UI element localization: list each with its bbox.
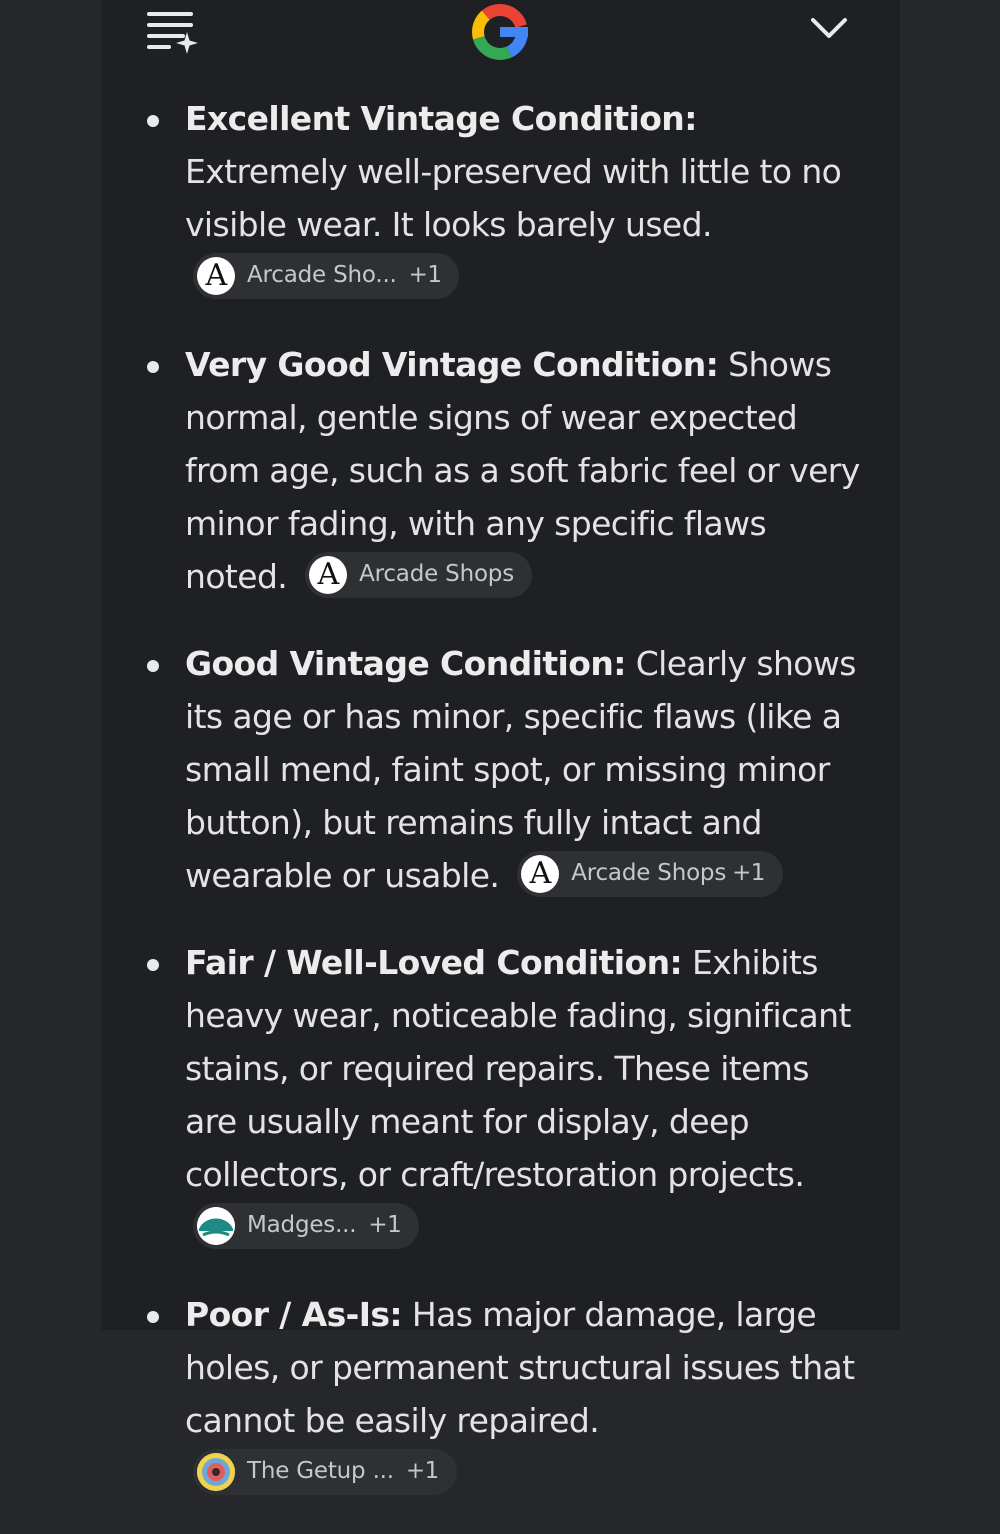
letter-a-icon: A [197, 257, 235, 295]
the-getup-logo-icon [197, 1453, 235, 1491]
top-bar [101, 0, 900, 70]
item-body: Extremely well-preserved with little to no visible wear. It looks barely used. [185, 152, 842, 244]
item-body: Exhibits heavy wear, noticeable fading, significant stains, or required repairs. These items are usually meant for display, deep collectors, or craft/restoration projects. [185, 943, 851, 1194]
madges-logo-icon [197, 1207, 235, 1245]
list-item [101, 637, 900, 902]
source-extra-count: +1 [732, 860, 765, 886]
google-g-logo [467, 0, 533, 64]
menu-button[interactable] [145, 10, 199, 56]
item-heading: Poor / As-Is: [185, 1295, 403, 1334]
source-label: The Getup ... [247, 1458, 394, 1484]
source-chip[interactable] [305, 552, 532, 598]
item-body: Clearly shows its age or has minor, specific flaws (like a small mend, faint spot, or missing minor button), but remains fully intact and wearable or usable. [185, 644, 856, 895]
collapse-button[interactable] [807, 12, 851, 46]
bullet [147, 361, 159, 373]
list-item [101, 1288, 900, 1500]
condition-list [101, 92, 900, 1534]
screen [101, 0, 900, 1484]
bullet [147, 660, 159, 672]
source-extra-count: +1 [408, 262, 442, 288]
chevron-down-icon [807, 12, 851, 46]
source-label: Arcade Shops [571, 860, 727, 886]
item-body: Has major damage, large holes, or permanent structural issues that cannot be easily repaired. [185, 1295, 855, 1440]
source-label: Arcade Shops [359, 561, 514, 587]
source-extra-count: +1 [405, 1458, 439, 1484]
source-chip[interactable] [517, 851, 783, 897]
source-chip[interactable] [193, 1449, 457, 1495]
list-item [101, 338, 900, 603]
item-body: Shows normal, gentle signs of wear expected from age, such as a soft fabric feel or very minor fading, with any specific flaws noted. [185, 345, 860, 596]
bullet [147, 115, 159, 127]
letter-a-icon: A [521, 855, 559, 893]
item-heading: Very Good Vintage Condition: [185, 345, 719, 384]
bullet [147, 959, 159, 971]
source-chip[interactable] [193, 253, 459, 299]
bullet [147, 1311, 159, 1323]
source-label: Madges... [247, 1212, 357, 1238]
item-heading: Fair / Well-Loved Condition: [185, 943, 683, 982]
source-label: Arcade Sho... [247, 262, 397, 288]
source-extra-count: +1 [368, 1212, 402, 1238]
source-chip[interactable] [193, 1203, 419, 1249]
list-item [101, 92, 900, 304]
list-item [101, 936, 900, 1254]
letter-a-icon: A [309, 556, 347, 594]
item-heading: Excellent Vintage Condition: [185, 99, 697, 138]
list-sparkle-icon [145, 10, 199, 56]
item-heading: Good Vintage Condition: [185, 644, 626, 683]
